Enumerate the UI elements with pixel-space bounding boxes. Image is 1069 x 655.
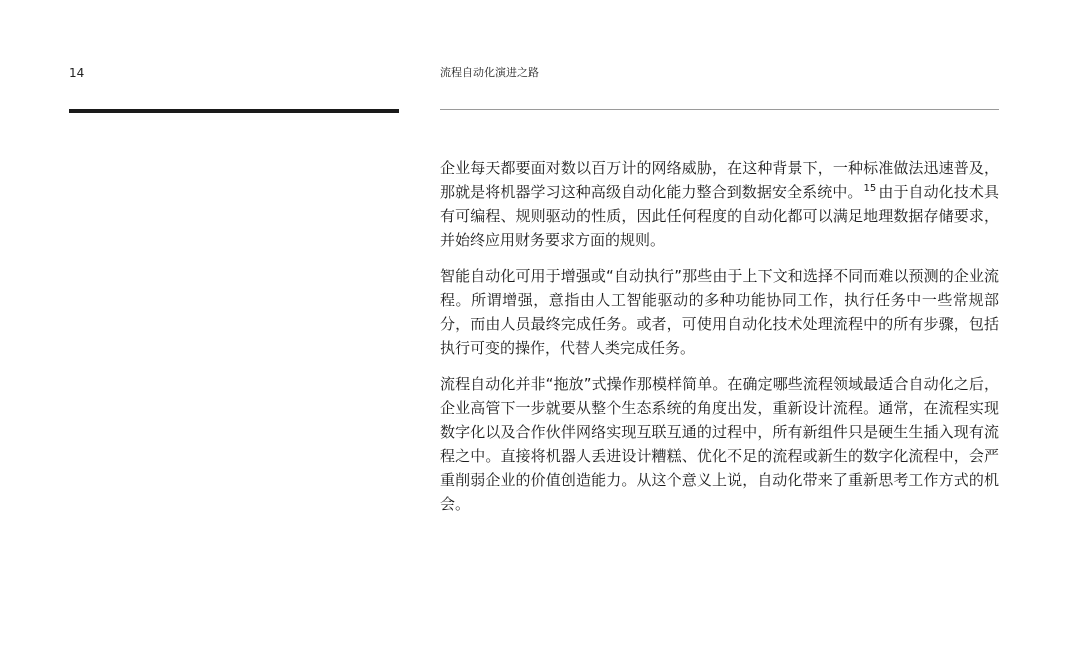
footnote-reference[interactable]: 15 — [863, 183, 877, 194]
page-number: 14 — [69, 66, 85, 80]
paragraph-1-text-b: 由于自动化技术具有可编程、规则驱动的性质，因此任何程度的自动化都可以满足地理数据存储要求，并始终应用财务要求方面的规则。 — [440, 183, 999, 249]
paragraph-2: 智能自动化可用于增强或“自动执行”那些由于上下文和选择不同而难以预测的企业流程。所谓增强，意指由人工智能驱动的多种功能协同工作，执行任务中一些常规部分，而由人员最终完成任务。或者，可使用自动化技术处理流程中的所有步骤，包括执行可变的操作，代替人类完成任务。 — [440, 267, 999, 357]
paragraph-3: 流程自动化并非“拖放”式操作那模样简单。在确定哪些流程领域最适合自动化之后，企业高管下一步就要从整个生态系统的角度出发，重新设计流程。通常，在流程实现数字化以及合作伙伴网络实现互联互通的过程中，所有新组件只是硬生生插入现有流程之中。直接将机器人丢进设计糟糕、优化不足的流程或新生的数字化流程中，会严重削弱企业的价值创造能力。从这个意义上说，自动化带来了重新思考工作方式的机会。 — [440, 375, 999, 513]
body-text-column — [440, 156, 999, 528]
thin-divider-rule — [440, 109, 999, 110]
paragraph-1 — [440, 156, 999, 252]
paragraph-1-text-a: 企业每天都要面对数以百万计的网络威胁，在这种背景下，一种标准做法迅速普及，那就是将机器学习这种高级自动化能力整合到数据安全系统中。 — [440, 159, 999, 201]
running-header-title: 流程自动化演进之路 — [440, 66, 539, 79]
thick-divider-rule — [69, 109, 399, 113]
